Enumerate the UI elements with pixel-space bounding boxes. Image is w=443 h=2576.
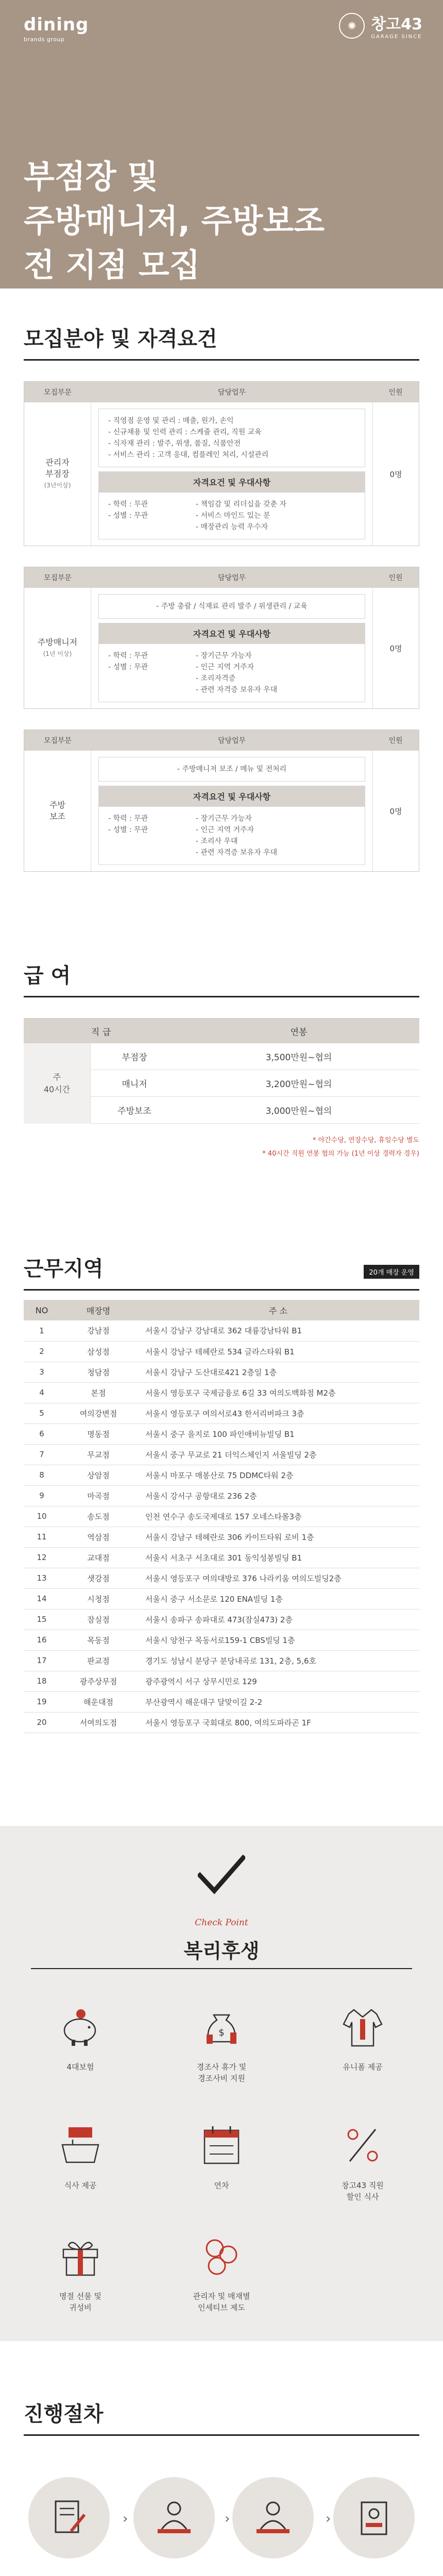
recruit-block-kitchen-assistant	[24, 730, 419, 872]
location-address: 서울시 강남구 도산대로421 2층일 1층	[137, 1362, 419, 1382]
locations-title: 근무지역	[24, 1257, 104, 1281]
qual-item: - 조리사 우대	[196, 836, 277, 847]
duty-box	[98, 409, 365, 467]
location-number: 20	[24, 1712, 60, 1733]
headcount: 0명	[372, 588, 419, 708]
recruit-table-head	[24, 730, 419, 751]
qual-item: - 관련 자격증 보유자 우대	[196, 847, 277, 858]
location-row	[24, 1568, 419, 1588]
qual-header: 자격요건 및 우대사항	[98, 623, 365, 643]
process-title: 진행절차	[24, 2398, 419, 2436]
location-address: 서울시 마포구 매봉산로 75 DDMC타워 2층	[137, 1465, 419, 1485]
position-name: 주방 보조	[49, 800, 65, 821]
location-address: 서울시 중구 무교로 21 더익스체인지 서울빌딩 2층	[137, 1444, 419, 1465]
qual-header: 자격요건 및 우대사항	[98, 786, 365, 806]
recruit-title: 모집분야 및 자격요건	[24, 323, 419, 361]
salary-note: * 40시간 직원 연봉 협의 가능 (1년 이상 경력자 경우)	[262, 1150, 419, 1158]
location-address: 서울시 영등포구 국제금융로 6길 33 여의도백화점 M2층	[137, 1382, 419, 1403]
welfare-item	[24, 2233, 137, 2313]
location-number: 18	[24, 1671, 60, 1691]
hero-title	[24, 155, 325, 287]
location-row	[24, 1527, 419, 1547]
hero-banner	[0, 0, 443, 289]
col-count: 인원	[388, 737, 403, 745]
recruit-section	[0, 289, 443, 872]
location-number: 14	[24, 1588, 60, 1609]
qual-item: - 성별 : 무관	[108, 824, 196, 836]
duty-item: - 주방매니저 보조 / 메뉴 및 전처리	[108, 764, 355, 775]
headcount: 0명	[372, 402, 419, 546]
location-row	[24, 1444, 419, 1465]
location-row	[24, 1382, 419, 1403]
qual-header: 자격요건 및 우대사항	[98, 471, 365, 492]
col-store: 매장명	[60, 1300, 137, 1320]
location-row	[24, 1423, 419, 1444]
step-arrow-icon: ›	[326, 2511, 331, 2527]
location-address: 서울시 강남구 강남대로 362 대륭강남타워 B1	[137, 1320, 419, 1341]
location-row	[24, 1671, 419, 1691]
qual-item: - 성별 : 무관	[108, 662, 196, 673]
location-store-name: 목동점	[60, 1630, 137, 1650]
garage43-logo	[339, 11, 422, 40]
location-number: 17	[24, 1650, 60, 1671]
location-number: 7	[24, 1444, 60, 1465]
location-number: 2	[24, 1341, 60, 1362]
id-badge-icon	[353, 2497, 395, 2538]
step-arrow-icon: ›	[225, 2511, 230, 2527]
welfare-item	[165, 2122, 278, 2191]
location-store-name: 명동점	[60, 1423, 137, 1444]
welfare-item	[306, 2004, 419, 2073]
calendar-icon	[198, 2122, 245, 2168]
welfare-label: 식사 제공	[64, 2180, 97, 2190]
location-address: 경기도 성남시 분당구 분당내곡로 131, 2층, 5,6호	[137, 1650, 419, 1671]
left-logo-sub: brands group	[24, 36, 65, 43]
process-step	[123, 2477, 226, 2576]
position-cell	[24, 588, 91, 708]
qual-item: - 학력 : 무관	[108, 813, 196, 824]
check-mark-icon	[198, 1855, 245, 1895]
col-count: 인원	[388, 574, 403, 582]
location-number: 12	[24, 1547, 60, 1568]
welfare-label: 관리자 및 매재별 인세티브 제도	[193, 2291, 250, 2312]
qual-item: - 인근 지역 거주자	[196, 662, 277, 673]
qual-item: - 성별 : 무관	[108, 510, 196, 521]
position-note: (1년 이상)	[43, 650, 72, 657]
location-row	[24, 1362, 419, 1382]
col-address: 주 소	[137, 1300, 419, 1320]
seal-icon: ✺	[339, 13, 365, 39]
document-pen-icon	[48, 2497, 90, 2538]
qual-box	[98, 492, 365, 539]
welfare-label: 연차	[214, 2180, 229, 2190]
step-label	[222, 2574, 325, 2576]
discount-icon	[339, 2122, 386, 2168]
salary-table	[24, 1018, 419, 1124]
left-logo-name: dining	[24, 14, 89, 35]
qual-item: - 관련 자격증 보유자 우대	[196, 684, 277, 696]
location-row	[24, 1506, 419, 1527]
location-store-name: 상암점	[60, 1465, 137, 1485]
welfare-item	[24, 2004, 137, 2073]
salary-grade: 부점장	[122, 1053, 147, 1063]
work-hours-label: 주 40시간	[24, 1043, 91, 1124]
location-store-name: 잠실점	[60, 1609, 137, 1630]
col-position: 모집부문	[43, 737, 72, 745]
check-point-label: Check Point	[195, 1917, 248, 1928]
hero-title-line: 전 지점 모집	[24, 246, 200, 284]
salary-note: * 야간수당, 연장수당, 휴일수당 별도	[312, 1137, 419, 1144]
location-number: 1	[24, 1320, 60, 1341]
svg-text:$: $	[218, 2027, 225, 2038]
hero-title-line: 주방매니저, 주방보조	[24, 202, 325, 240]
position-name: 주방매니저	[37, 637, 78, 647]
duty-item: - 주방 총괄 / 식재료 관리 발주 / 위생관리 / 교육	[108, 601, 355, 612]
location-row	[24, 1485, 419, 1506]
location-address: 서울시 강남구 테헤란로 306 카이트타워 로비 1층	[137, 1527, 419, 1547]
salary-row	[91, 1070, 419, 1097]
location-address: 서울시 중구 을지로 100 파인애비뉴빌딩 B1	[137, 1423, 419, 1444]
meal-icon	[57, 2122, 104, 2168]
right-logo-sub: GARAGE SINCE	[371, 34, 422, 40]
qual-item: - 매장관리 능력 우수자	[196, 521, 286, 533]
welfare-item	[165, 2233, 278, 2313]
location-row	[24, 1691, 419, 1712]
location-row	[24, 1320, 419, 1341]
location-address: 서울시 양천구 목동서로159-1 CBS빌딩 1층	[137, 1630, 419, 1650]
location-store-name: 삼성점	[60, 1341, 137, 1362]
location-number: 8	[24, 1465, 60, 1485]
process-step	[222, 2477, 325, 2576]
location-row	[24, 1609, 419, 1630]
location-address: 서울시 강남구 테헤란로 534 글라스타워 B1	[137, 1341, 419, 1362]
salary-pay: 3,500만원~협의	[265, 1053, 332, 1063]
location-store-name: 서여의도점	[60, 1712, 137, 1733]
welfare-item	[165, 2004, 278, 2084]
right-logo-name: 창고43	[371, 15, 422, 33]
welfare-label: 창고43 직원 할인 식사	[342, 2180, 384, 2201]
location-address: 광주광역시 서구 상무시민로 129	[137, 1671, 419, 1691]
welfare-title: 복리후생	[183, 1939, 260, 1962]
location-store-name: 본점	[60, 1382, 137, 1403]
col-pay: 연봉	[290, 1027, 308, 1038]
location-row	[24, 1588, 419, 1609]
location-address: 서울시 송파구 송파대로 473(잠실473) 2층	[137, 1609, 419, 1630]
duty-item: - 신규채용 및 인력 관리 : 스케쥴 관리, 직원 교육	[108, 427, 355, 438]
dining-brands-logo	[24, 14, 89, 43]
location-row	[24, 1465, 419, 1485]
shirt-icon	[339, 2004, 386, 2050]
location-address: 부산광역시 해운대구 달맞이길 2-2	[137, 1691, 419, 1712]
location-number: 19	[24, 1691, 60, 1712]
recruit-block-kitchen-manager	[24, 567, 419, 709]
col-position: 모집부문	[43, 388, 72, 397]
location-store-name: 샛강점	[60, 1568, 137, 1588]
location-store-name: 송도점	[60, 1506, 137, 1527]
welfare-item	[24, 2122, 137, 2191]
location-row	[24, 1341, 419, 1362]
welfare-divider	[31, 1968, 412, 1969]
qual-item: - 책임감 및 리더십을 갖춘 자	[196, 499, 286, 510]
welfare-item	[306, 2122, 419, 2202]
location-number: 4	[24, 1382, 60, 1403]
duty-box	[98, 757, 365, 782]
salary-pay: 3,000만원~협의	[265, 1106, 332, 1116]
qual-item: - 장기근무 가능자	[196, 813, 277, 824]
location-address: 서울시 중구 서소문로 120 ENA빌딩 1층	[137, 1588, 419, 1609]
process-section	[0, 2341, 443, 2576]
col-duty: 담당업무	[217, 574, 246, 582]
duty-item: - 직영점 운영 및 관리 : 매출, 원가, 손익	[108, 415, 355, 427]
salary-notes	[24, 1134, 419, 1161]
col-grade: 직 급	[91, 1027, 111, 1038]
location-number: 13	[24, 1568, 60, 1588]
col-duty: 담당업무	[217, 737, 246, 745]
location-store-name: 강남점	[60, 1320, 137, 1341]
location-store-name: 청담점	[60, 1362, 137, 1382]
location-number: 11	[24, 1527, 60, 1547]
welfare-label: 유니폼 제공	[343, 2062, 383, 2072]
qual-item: - 학력 : 무관	[108, 650, 196, 662]
salary-grade: 주방보조	[117, 1106, 151, 1116]
locations-table	[24, 1300, 419, 1733]
location-address: 인천 연수구 송도국제대로 157 오네스타몰3층	[137, 1506, 419, 1527]
store-count-badge: 20개 매장 운영	[364, 1265, 419, 1279]
duty-box	[98, 594, 365, 619]
qual-item: - 학력 : 무관	[108, 499, 196, 510]
locations-section	[0, 1161, 443, 1733]
recruit-table-head	[24, 567, 419, 588]
location-number: 16	[24, 1630, 60, 1650]
piggy-bank-icon	[57, 2004, 104, 2050]
location-number: 3	[24, 1362, 60, 1382]
location-store-name: 마곡점	[60, 1485, 137, 1506]
recruit-block-manager	[24, 381, 419, 546]
location-row	[24, 1403, 419, 1423]
step-label	[322, 2574, 425, 2576]
welfare-section	[0, 1826, 443, 2341]
gift-icon	[57, 2233, 104, 2279]
salary-pay: 3,200만원~협의	[265, 1079, 332, 1090]
location-store-name: 광주상무점	[60, 1671, 137, 1691]
interview-icon	[252, 2497, 294, 2538]
salary-grade: 매니저	[122, 1079, 147, 1090]
location-store-name: 무교점	[60, 1444, 137, 1465]
headcount: 0명	[372, 751, 419, 871]
location-row	[24, 1712, 419, 1733]
step-label	[123, 2574, 226, 2576]
qual-box	[98, 806, 365, 865]
salary-row	[91, 1043, 419, 1070]
welfare-label: 경조사 휴가 및 경조사비 지원	[196, 2062, 247, 2083]
location-number: 15	[24, 1609, 60, 1630]
location-address: 서울시 서초구 서초대로 301 동익성봉빌딩 B1	[137, 1547, 419, 1568]
process-step	[18, 2477, 121, 2576]
col-count: 인원	[388, 388, 403, 397]
location-address: 서울시 영등포구 여의대방로 376 나라키움 여의도빌딩2층	[137, 1568, 419, 1588]
location-address: 서울시 영등포구 국회대로 800, 여의도파라곤 1F	[137, 1712, 419, 1733]
location-store-name: 해운대점	[60, 1691, 137, 1712]
qual-item: - 인근 지역 거주자	[196, 824, 277, 836]
location-address: 서울시 영등포구 여의서로43 한서리버파크 3층	[137, 1403, 419, 1423]
location-store-name: 여의강변점	[60, 1403, 137, 1423]
process-steps	[0, 2456, 443, 2576]
position-cell	[24, 402, 91, 546]
welfare-label: 명절 선물 및 귀성비	[59, 2291, 101, 2312]
location-number: 10	[24, 1506, 60, 1527]
position-name: 관리자 부점장	[45, 457, 70, 479]
location-store-name: 시청점	[60, 1588, 137, 1609]
money-bag-icon	[198, 2004, 245, 2050]
coins-icon	[198, 2233, 245, 2279]
step-arrow-icon: ›	[123, 2511, 128, 2527]
qual-item: - 서비스 마인드 있는 분	[196, 510, 286, 521]
step-label	[18, 2574, 121, 2576]
qual-item: - 장기근무 가능자	[196, 650, 277, 662]
location-store-name: 판교점	[60, 1650, 137, 1671]
duty-item: - 서비스 관리 : 고객 응대, 컴플레인 처리, 시설관리	[108, 449, 355, 461]
location-number: 9	[24, 1485, 60, 1506]
hero-title-line: 부점장 및	[24, 158, 159, 195]
location-number: 5	[24, 1403, 60, 1423]
location-address: 서울시 강서구 공항대로 236 2층	[137, 1485, 419, 1506]
col-position: 모집부문	[43, 574, 72, 582]
salary-section	[0, 872, 443, 1161]
location-store-name: 교대점	[60, 1547, 137, 1568]
recruit-table-head	[24, 382, 419, 402]
location-row	[24, 1630, 419, 1650]
interview-icon	[154, 2497, 195, 2538]
location-store-name: 역삼점	[60, 1527, 137, 1547]
location-row	[24, 1650, 419, 1671]
col-no: NO	[24, 1300, 60, 1320]
position-cell	[24, 751, 91, 871]
qual-box	[98, 643, 365, 702]
process-step	[322, 2477, 425, 2576]
location-number: 6	[24, 1423, 60, 1444]
duty-item: - 식자재 관리 : 발주, 위생, 품질, 식품안전	[108, 438, 355, 449]
welfare-label: 4대보험	[66, 2062, 94, 2072]
salary-row	[91, 1097, 419, 1124]
qual-item: - 조리자격증	[196, 673, 277, 684]
location-row	[24, 1547, 419, 1568]
position-note: (3년이상)	[44, 482, 71, 489]
col-duty: 담당업무	[217, 388, 246, 397]
salary-title: 급 여	[24, 959, 419, 997]
